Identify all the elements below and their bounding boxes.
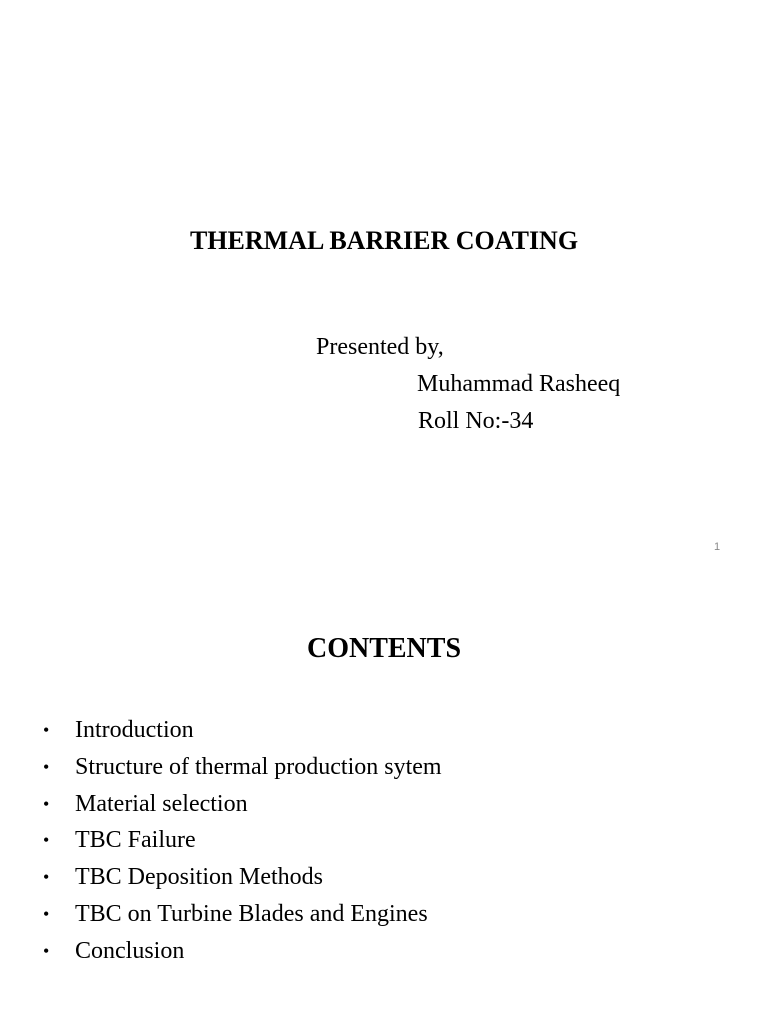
list-item: [0, 860, 768, 897]
list-item: [0, 713, 768, 750]
bullet-icon: •: [43, 793, 50, 814]
list-item-text: Structure of thermal production sytem: [75, 753, 442, 780]
bullet-icon: •: [43, 830, 50, 851]
presented-by-label: Presented by,: [316, 334, 444, 360]
contents-list: [0, 713, 768, 971]
contents-heading: CONTENTS: [306, 633, 462, 664]
list-item-text: TBC Failure: [75, 827, 196, 854]
list-item-text: Conclusion: [75, 937, 185, 964]
list-item: [0, 897, 768, 934]
list-item: [0, 823, 768, 860]
list-item: [0, 787, 768, 824]
author-name: Muhammad Rasheeq: [417, 371, 621, 397]
roll-number: Roll No:-34: [418, 408, 534, 434]
list-item-text: Material selection: [75, 790, 248, 817]
page-number: 1: [714, 541, 721, 553]
bullet-icon: •: [43, 940, 50, 961]
list-item-text: TBC Deposition Methods: [75, 864, 324, 891]
bullet-icon: •: [43, 903, 50, 924]
bullet-icon: •: [43, 756, 50, 777]
presentation-title: THERMAL BARRIER COATING: [189, 226, 579, 255]
bullet-icon: •: [43, 867, 50, 888]
list-item: [0, 750, 768, 787]
list-item-text: TBC on Turbine Blades and Engines: [75, 900, 428, 927]
contents-slide: [0, 576, 768, 1024]
bullet-icon: •: [43, 720, 50, 740]
list-item: [0, 934, 768, 971]
list-item-text: Introduction: [75, 717, 194, 743]
